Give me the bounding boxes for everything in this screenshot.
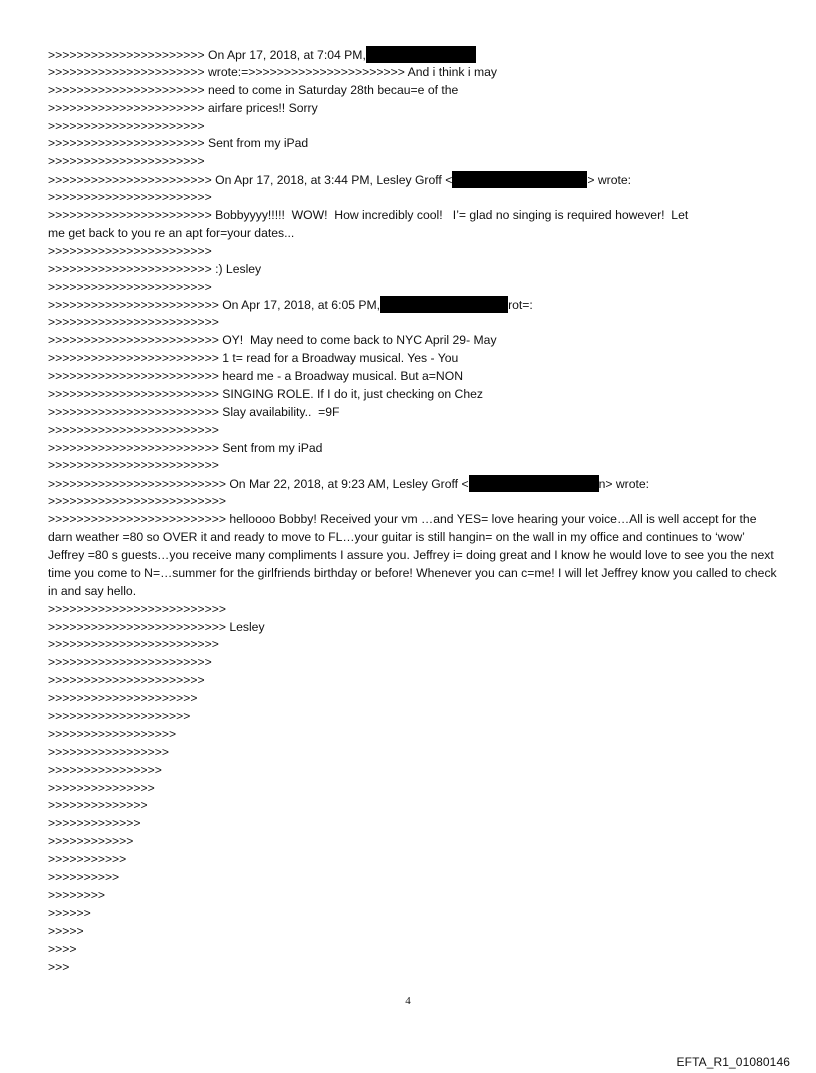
redaction-box (380, 296, 508, 313)
quoted-line: >>>>>>>>>>>>>>>>>>>>>>> On Apr 17, 2018, at 3:44 PM, Lesley Groff < > wrote: (48, 173, 632, 188)
page-number: 4 (405, 995, 411, 1007)
quoted-line: >>>>>>>>>>>>>>>>>>>>>>> Bobbyyyy!!!!! WOW! How incredibly cool! I’= glad no singing is required however! Let (48, 208, 689, 223)
redaction-box (366, 46, 476, 63)
quoted-line: >>>>>>>>>>>>>>>>>>>>>> Sent from my iPad (48, 136, 309, 151)
quoted-line: >>>>>>>>>>>>>>>>>>>>>> airfare prices!! Sorry (48, 100, 318, 115)
quoted-line: >>>>>>>>>>>>>>>>>>>>>>>> On Apr 17, 2018, at 6:05 PM, rot=: (48, 298, 533, 313)
quoted-line: >>>>>>>>>>>>>>>>>>>>>>>> Sent from my iPad (48, 440, 323, 455)
quoted-line: >>>>>>>>>>>>>>>>>>>>>>>> (48, 422, 219, 437)
quoted-line: >>>>>>>>>>>>>>>>>>>>>>>>> (48, 494, 226, 509)
quoted-line: >>>>>>>>>>>>>>>>> (48, 744, 169, 759)
quoted-line: >>>>>>>>>>>>>>>>>>>>>> On Apr 17, 2018, at 7:04 PM, (48, 46, 778, 64)
quoted-line: >>>>>>>>>>>>>>>>>>>>>> (48, 673, 205, 688)
quoted-line: >>>>>>>>>>>>>>>>>>>>>> wrote:=>>>>>>>>>>>>>>>>>>>>>> And i think i may (48, 64, 497, 79)
email-thread-body (48, 46, 778, 976)
quoted-line: >>>>>>>>>>>>>>>>>>>>>>>> heard me - a Broadway musical. But a=NON (48, 369, 464, 384)
quoted-line: >>>>>>>>>>>>>>>>>>>>>>> :) Lesley (48, 261, 262, 276)
quoted-line: >>>>>>>>>>>>>>>>>>>>>>> (48, 279, 212, 294)
quoted-line: >>> (48, 959, 70, 974)
quoted-line: me get back to you re an apt for=your dates... (48, 225, 295, 240)
quoted-line: >>>>> (48, 923, 84, 938)
redaction-box (469, 475, 599, 492)
quoted-line: >>>>>>>>>>>>>>>>>>>>>> (48, 118, 205, 133)
quoted-line: >>>>>>>>>>>>> (48, 816, 141, 831)
quoted-line: >>>>>>>>>>>>>>>>>>>>>>>> SINGING ROLE. If I do it, just checking on Chez (48, 386, 483, 401)
quoted-line: >>>>>>>>>>>>>>>> (48, 762, 162, 777)
quoted-line: >>>>>>>>>>> (48, 852, 127, 867)
quoted-line: >>>>>> (48, 905, 91, 920)
quoted-line: >>>>>>>>>>>>>>>>>>>>>>>> (48, 458, 219, 473)
quoted-line: >>>>>>>>>>>>>>>>>>>>>>> (48, 655, 212, 670)
quoted-line: >>>>>>>>>>>>>>>>>>>>>>>> (48, 315, 219, 330)
quoted-line: >>>>>>>>>>>>>>>>>>>>>>> (48, 243, 212, 258)
quoted-line: >>>>>>>>>>>>>>>>>>>>>>> (48, 190, 212, 205)
quoted-line: >>>>>>>>>>>>>>>>>>>>> (48, 691, 198, 706)
quoted-line: >>>>>>>>>>>>>>>>>>>>>>>> 1 t= read for a Broadway musical. Yes - You (48, 351, 459, 366)
quoted-line: >>>>>>>>>>>>>> (48, 798, 148, 813)
quoted-line: >>>>>>>>>>>>>>>>>>>>>>>>> (48, 601, 226, 616)
quoted-line: >>>>>>>>>>>>>>> (48, 780, 155, 795)
quoted-line: >>>>>>>>>>>>>>>>>>>>>> (48, 154, 205, 169)
quoted-line: >>>>>>>>>>>>>>>>>>>>>> need to come in Saturday 28th becau=e of the (48, 82, 459, 97)
quoted-line: >>>>>>>>>>>>>>>>>>>>>>>> (48, 637, 219, 652)
message-paragraph: >>>>>>>>>>>>>>>>>>>>>>>>> helloooo Bobby! Received your vm …and YES= love hearing your voice…All is well accept for the darn weather =80 so OVER it and ready to move to FL…your guitar is still hangin= on the wall in my office and continues to ‘wow’ Jeffrey =80 s guests…you receive many compliments I assure you. Jeffrey i= doing great and I know he would love to see you the next time you come to N=…summer for the girlfriends birthday or before! Whenever you can c=me! I will let Jeffrey know you called to check in and say hello. (48, 512, 777, 598)
quoted-line: >>>> (48, 941, 77, 956)
redaction-box (452, 171, 587, 188)
quoted-line: >>>>>>>>>>>>>>>>>>>> (48, 709, 191, 724)
quoted-line: >>>>>>>>>>>>>>>>>>>>>>>>> On Mar 22, 2018, at 9:23 AM, Lesley Groff < n> wrote: (48, 477, 650, 492)
quoted-line: >>>>>>>> (48, 887, 105, 902)
quoted-line: >>>>>>>>>>>> (48, 834, 134, 849)
quoted-line: >>>>>>>>>>>>>>>>>>>>>>>> OY! May need to come back to NYC April 29- May (48, 333, 497, 348)
quoted-line: >>>>>>>>>>>>>>>>>> (48, 726, 177, 741)
quoted-line: >>>>>>>>>> (48, 870, 120, 885)
document-id: EFTA_R1_01080146 (676, 1055, 790, 1069)
quoted-line: >>>>>>>>>>>>>>>>>>>>>>>>> Lesley (48, 619, 265, 634)
quoted-line: >>>>>>>>>>>>>>>>>>>>>>>> Slay availability.. =9F (48, 404, 340, 419)
